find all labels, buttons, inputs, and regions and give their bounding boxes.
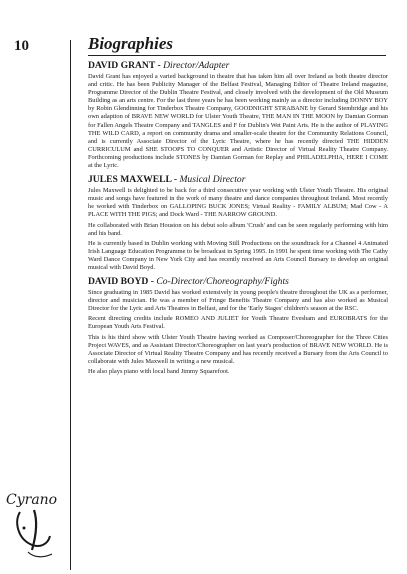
bio-name: DAVID GRANT — [88, 60, 156, 71]
cyrano-logo — [4, 488, 62, 568]
bio-paragraph: David Grant has enjoyed a varied background in theatre that has taken him all over Ireland as both theatre director and critic. He has been Publicity Manager of the Belfast Festival, Managing Editor of Theatre Ireland magazine, Programme Director of the Dublin Theatre Festival, and closely involved with the development of the Old Museum Building as an arts centre. For the last three years he has been working mainly as a director including DONNY BOY by Robin Glendinning for Tinderbox Theatre Company, GOODNIGHT STRABANE by Gerard Stembridge and his own adaption of BRAVE NEW WORLD for Ulster Youth Theatre, THE MAN IN THE MOON by Damian Gorman for Fallen Angels Theatre Company and TANGLES and F for Dublin's Wet Paint Arts. He is the author of PLAYING THE WILD CARD, a report on community drama and smaller-scale theatre for the Community Relations Council, and is currently Associate Director of the Lyric Theatre, where he has recently directed THE HIDDEN CURRICULUM and SHE STOOPS TO CONQUER and Artistic Director of Virtual Reality Theatre Company. Forthcoming productions include STONES by Damian Gorman for Replay and PHILADELPHIA, HERE I COME at the Lyric. — [88, 73, 388, 170]
logo-quill-stroke — [32, 510, 36, 550]
bio-paragraph: Recent directing credits include ROMEO AND JULIET for Youth Theatre Evesham and EUROBRATS for the European Youth Arts Festival. — [88, 315, 388, 331]
bio-name: JULES MAXWELL — [88, 174, 172, 186]
title-underline — [88, 55, 386, 56]
bio-jules-maxwell — [88, 174, 388, 272]
bio-role: Co-Director/Choreography/Fights — [156, 276, 289, 288]
logo-wordmark: Cyrano — [6, 492, 58, 508]
bio-paragraph: He also plays piano with local band Jimmy Squarefoot. — [88, 367, 230, 375]
bio-david-boyd — [88, 276, 388, 376]
bio-heading: DAVID BOYD - Co-Director/Choreography/Fights — [88, 276, 289, 288]
bio-paragraph: This is his third show with Ulster Youth Theatre having worked as Composer/Choreographer for the Three Cities Project WAVES, and as Assistant Director/Choreographer on last year's production of BRAVE NEW WORLD. He is Associate Director of Virtual Reality Theatre Company and has recently received a Bursary from the Arts Council to collaborate with Jules Maxwell in writing a new musical. — [88, 333, 388, 365]
vertical-divider — [70, 40, 71, 570]
bio-heading: JULES MAXWELL - Musical Director — [88, 174, 246, 186]
bio-paragraph: Since graduating in 1985 David has worked extensively in young people's theatre throughout the UK as a performer, director and musician. He was a member of Fringe Benefits Theatre Company and has also worked as Musical Director for the Lyric and Arts Theatres in Belfast, and for the 'Early Stages' children's season at the RSC. — [88, 289, 388, 313]
bio-heading: DAVID GRANT - Director/Adapter — [88, 60, 230, 71]
page-title: Biographies — [88, 34, 174, 53]
logo-underline-stroke — [28, 552, 52, 557]
page-number: 10 — [14, 38, 29, 54]
logo-dot — [23, 527, 26, 530]
bio-paragraph: He collaborated with Brian Houston on his debut solo album 'Crush' and can be seen regularly performing with him and his band. — [88, 221, 388, 237]
bio-david-grant — [88, 60, 388, 170]
bio-paragraph: Jules Maxwell is delighted to be back for a third consecutive year working with Ulster Youth Theatre. His original music and songs have featured in the work of many theatre and dance companies throughout Ireland. Most recently he worked with Tinderbox on GALLOPING BUCK JONES; Virtual Reality - FAMILY ALBUM; Mad Cow - A PLACE WITH THE PIGS; and Dock Ward - THE NARROW GROUND. — [88, 187, 388, 219]
bio-paragraph: He is currently based in Dublin working with Moving Still Productions on the soundtrack for a Channel 4 Animated Irish Language Education Programme to be broadcast in Spring 1995. In 1991 he spent time working with The Cathy Ward Dance Company in New York City and has recently received an Arts Council Bursary to develop an original musical with David Boyd. — [88, 239, 389, 271]
bio-role: Director/Adapter — [163, 60, 230, 71]
bio-name: DAVID BOYD — [88, 276, 149, 288]
bio-role: Musical Director — [179, 174, 246, 186]
biographies-content — [88, 60, 388, 380]
